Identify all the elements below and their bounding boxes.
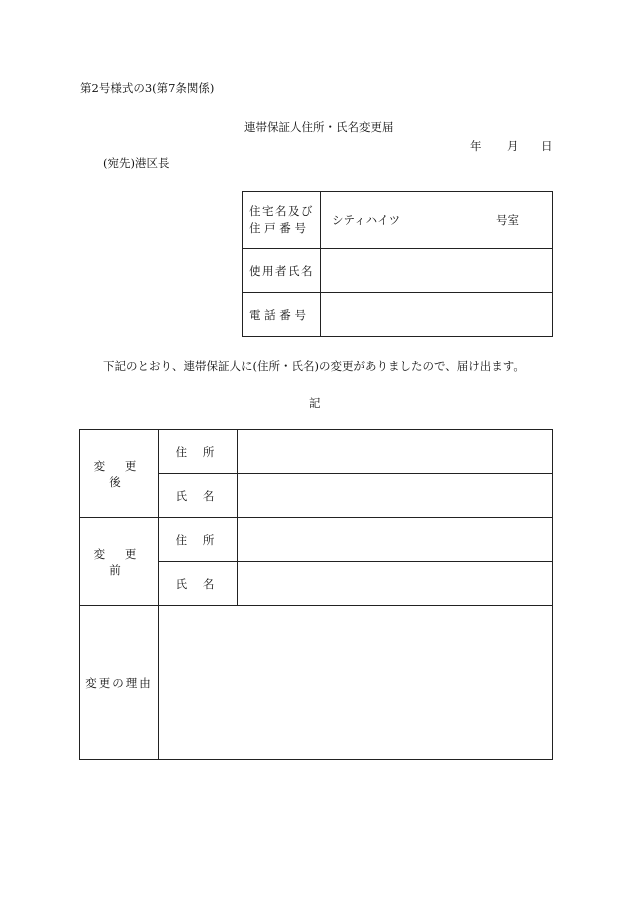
after-change-label-cell <box>80 430 159 518</box>
user-name-label: 使用者氏名 <box>249 263 314 278</box>
before-name-field[interactable] <box>238 562 553 606</box>
change-table <box>79 429 553 760</box>
room-suffix: 号室 <box>496 213 519 227</box>
reason-label-cell <box>80 606 159 760</box>
after-name-label-cell <box>159 474 238 518</box>
housing-label-line2: 住 戸 番 号 <box>249 221 306 235</box>
form-number: 第2号様式の3(第7条関係) <box>80 81 215 95</box>
user-name-field[interactable] <box>321 249 553 293</box>
before-address-field[interactable] <box>238 518 553 562</box>
date-year-label: 年 <box>470 139 482 153</box>
before-address-label-cell <box>159 518 238 562</box>
reason-field[interactable] <box>159 606 553 760</box>
reason-label: 変更の理由 <box>85 675 153 690</box>
before-name-label: 氏 名 <box>175 576 221 591</box>
notice-text: 下記のとおり、連帯保証人に(住所・氏名)の変更がありましたので、届け出ます。 <box>103 359 525 373</box>
before-name-label-cell <box>159 562 238 606</box>
after-address-label: 住 所 <box>175 444 221 459</box>
housing-label-line1: 住宅名及び <box>249 204 314 218</box>
addressee: (宛先)港区長 <box>103 156 170 170</box>
housing-value-cell[interactable] <box>321 192 553 249</box>
date-month-label: 月 <box>507 139 519 153</box>
phone-label: 電 話 番 号 <box>249 307 306 322</box>
housing-label-cell <box>243 192 321 249</box>
before-address-label: 住 所 <box>175 532 221 547</box>
building-name: シティハイツ <box>332 213 401 227</box>
before-change-label-cell <box>80 518 159 606</box>
after-address-field[interactable] <box>238 430 553 474</box>
date-day-label: 日 <box>541 139 553 153</box>
after-name-field[interactable] <box>238 474 553 518</box>
after-address-label-cell <box>159 430 238 474</box>
after-change-label: 変 更 後 <box>93 458 145 489</box>
phone-field[interactable] <box>321 293 553 337</box>
user-name-label-cell <box>243 249 321 293</box>
phone-label-cell <box>243 293 321 337</box>
ki-heading: 記 <box>309 396 321 410</box>
applicant-table <box>242 191 553 337</box>
page-title: 連帯保証人住所・氏名変更届 <box>244 120 394 134</box>
after-name-label: 氏 名 <box>175 488 221 503</box>
before-change-label: 変 更 前 <box>93 546 145 577</box>
